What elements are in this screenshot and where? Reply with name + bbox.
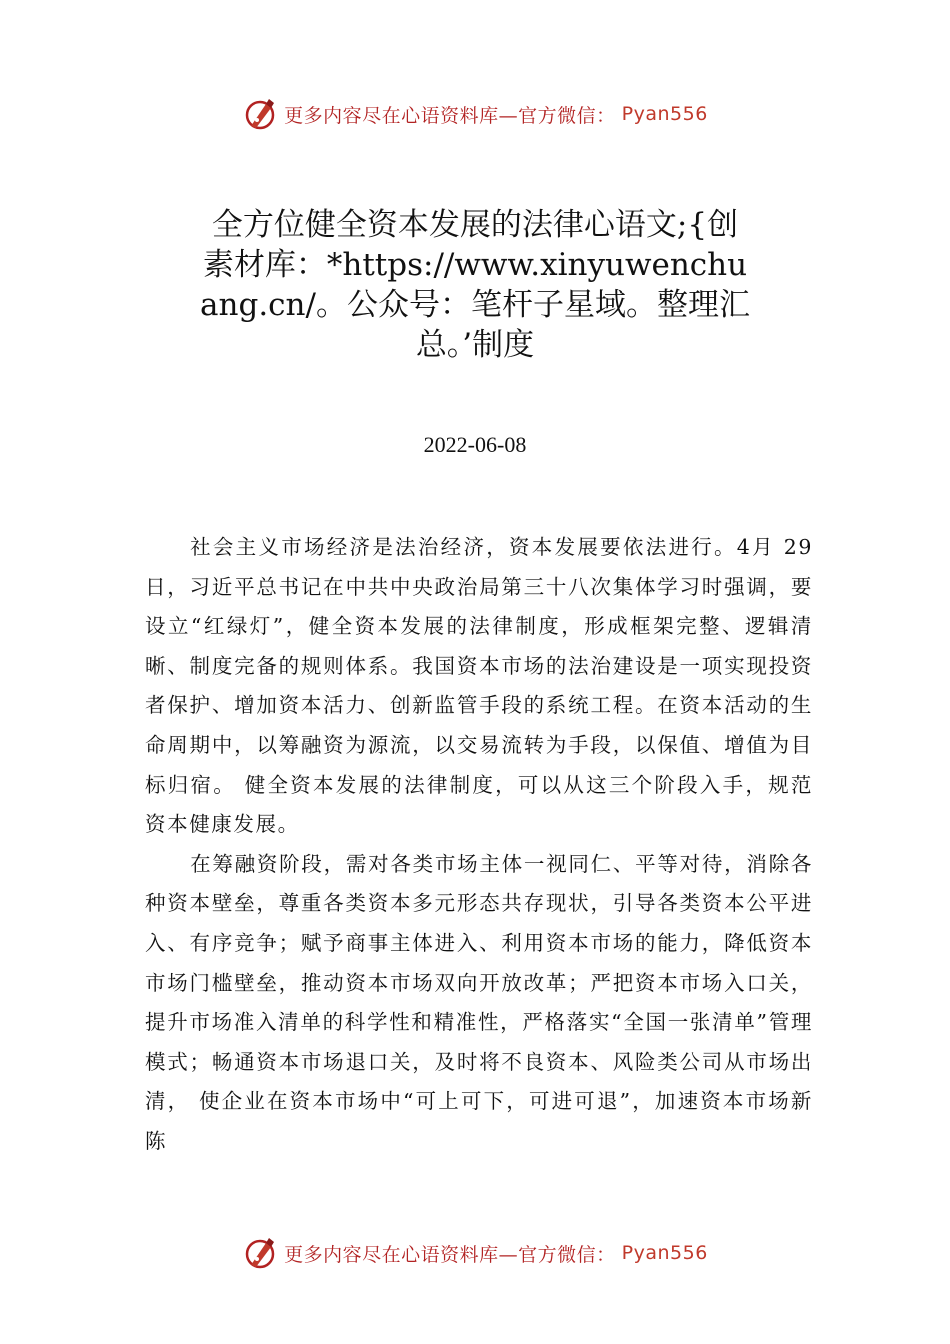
body-paragraph: 在筹融资阶段，需对各类市场主体一视同仁、平等对待，消除各种资本壁垒，尊重各类资本多元形态共存现状，引导各类资本公平进入、有序竞争；赋予商事主体进入、利用资本市场的能力，降低资本市场门槛壁垒，推动资本市场双向开放改革；严把资本市场入口关，提升市场准入清单的科学性和精准性，严格落实“全国一张清单”管理模式；畅通资本市场退口关，及时将不良资本、风险类公司从市场出清， 使企业在资本市场中“可上可下，可进可退”，加速资本市场新陈 [145, 851, 813, 1153]
header-banner [0, 94, 950, 134]
pen-nib-logo-icon [242, 96, 278, 132]
banner-wechat-id: Pyan556 [621, 1242, 708, 1264]
footer-banner [0, 1233, 950, 1273]
document-title: 全方位健全资本发展的法律心语文;{创素材库：*https://www.xinyuwenchuang.cn/。公众号：笔杆子星域。整理汇总。’制度 [200, 207, 750, 363]
banner-text: 更多内容尽在心语资料库—官方微信： [284, 1243, 616, 1266]
banner-text: 更多内容尽在心语资料库—官方微信： [284, 104, 616, 127]
pen-nib-logo-icon [242, 1235, 278, 1271]
banner-wechat-id: Pyan556 [621, 103, 708, 125]
body-paragraph: 社会主义市场经济是法治经济，资本发展要依法进行。4月 29 日，习近平总书记在中共中央政治局第三十八次集体学习时强调，要设立“红绿灯”，健全资本发展的法律制度，形成框架完整、逻辑清晰、制度完备的规则体系。我国资本市场的法治建设是一项实现投资者保护、增加资本活力、创新监管手段的系统工程。在资本活动的生命周期中，以筹融资为源流，以交易流转为手段，以保值、增值为目标归宿。 健全资本发展的法律制度，可以从这三个阶段入手，规范资本健康发展。 [145, 535, 813, 837]
document-body [145, 528, 813, 1162]
document-date: 2022-06-08 [423, 432, 527, 457]
